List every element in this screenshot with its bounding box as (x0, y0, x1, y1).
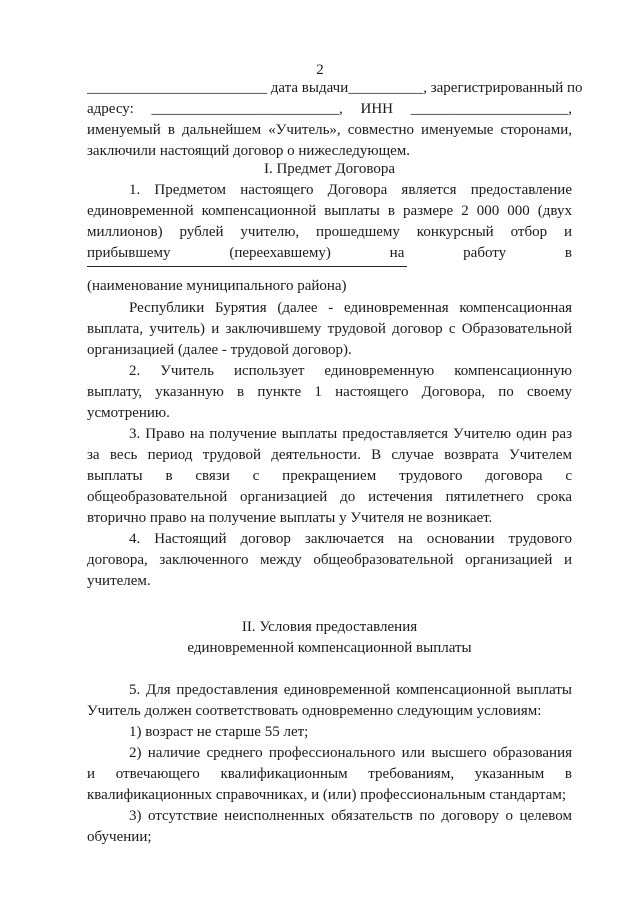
p1b-line-3: организацией (далее - трудовой договор). (87, 342, 352, 358)
intro-line-2: адресу: _________________________, ИНН _____________________, (87, 101, 572, 117)
p2-line-2: выплату, указанную в пункте 1 настоящего Договора, по своему (87, 384, 572, 400)
intro-line-3: именуемый в дальнейшем «Учитель», совместно именуемые сторонами, (87, 122, 572, 138)
p4-line-1: 4. Настоящий договор заключается на основании трудового (129, 531, 572, 547)
page-number: 2 (316, 62, 324, 78)
p1-line-1: 1. Предметом настоящего Договора является предоставление (129, 182, 572, 198)
condition-2-line-3: квалификационных справочниках, и (или) профессиональным стандартам; (87, 787, 567, 803)
p3-line-1: 3. Право на получение выплаты предоставляется Учителю один раз (129, 426, 572, 442)
district-caption: (наименование муниципального района) (87, 278, 347, 294)
section-1-title: I. Предмет Договора (263, 161, 396, 177)
p3-line-2: за весь период трудовой деятельности. В случае возврата Учителем (87, 447, 572, 463)
p4-line-3: учителем. (87, 573, 151, 589)
p2-line-3: усмотрению. (87, 405, 170, 421)
p5-line-2: Учитель должен соответствовать одновременно следующим условиям: (87, 703, 542, 719)
p1b-line-2: выплата, учитель) и заключившему трудовой договор с Образовательной (87, 321, 572, 337)
district-blank-line (87, 266, 407, 267)
condition-1: 1) возраст не старше 55 лет; (129, 724, 309, 740)
p1b-line-1: Республики Бурятия (далее - единовременная компенсационная (129, 300, 572, 316)
section-2-title-line-1: II. Условия предоставления (241, 619, 418, 635)
p2-line-1: 2. Учитель использует единовременную компенсационную (129, 363, 572, 379)
p4-line-2: договора, заключенного между общеобразовательной организацией и (87, 552, 572, 568)
p3-line-5: вторично право на получение выплаты у Учителя не возникает. (87, 510, 493, 526)
intro-line-4: заключили настоящий договор о нижеследующем. (87, 143, 411, 159)
p3-line-3: выплаты в связи с прекращением трудового договора с (87, 468, 572, 484)
p1-line-3: миллионов) рублей учителю, прошедшему конкурсный отбор и (87, 224, 572, 240)
p5-line-1: 5. Для предоставления единовременной компенсационной выплаты (129, 682, 572, 698)
p1-line-2: единовременной компенсационной выплаты в размере 2 000 000 (двух (87, 203, 572, 219)
condition-2-line-2: и отвечающего квалификационным требованиям, указанным в (87, 766, 572, 782)
intro-line-1: ________________________ дата выдачи__________, зарегистрированный по (87, 80, 583, 96)
condition-3-line-1: 3) отсутствие неисполненных обязательств по договору о целевом (129, 808, 572, 824)
condition-2-line-1: 2) наличие среднего профессионального или высшего образования (129, 745, 572, 761)
condition-3-line-2: обучении; (87, 829, 152, 845)
p1-line-4: прибывшему (переехавшему) на работу в (87, 245, 572, 261)
section-2-title-line-2: единовременной компенсационной выплаты (187, 640, 472, 656)
p3-line-4: общеобразовательной организацией до истечения пятилетнего срока (87, 489, 572, 505)
